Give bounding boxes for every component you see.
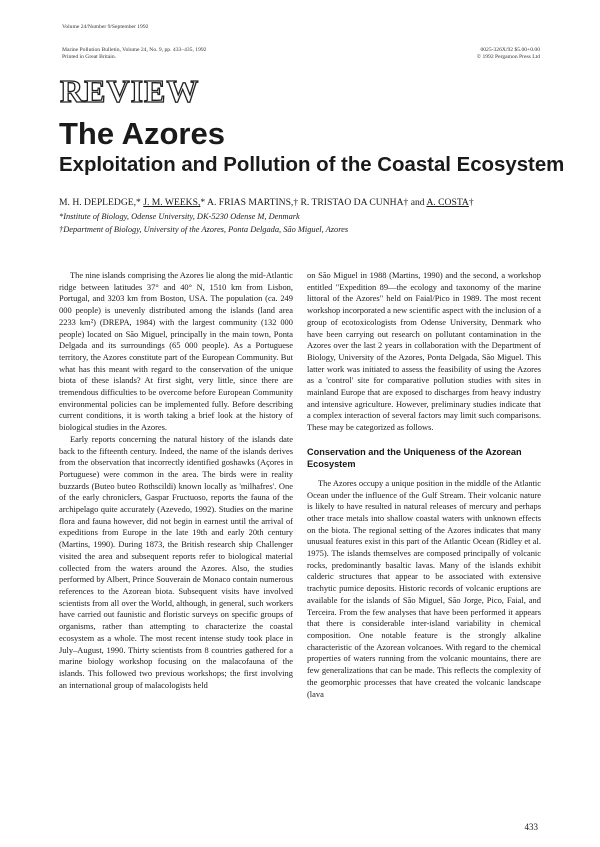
author-list xyxy=(59,197,474,209)
body-paragraph: The Azores occupy a unique position in the middle of the Atlantic Ocean under the influence of the Gulf Stream. Their volcanic nature is likely to have resulted in natural releases of mercury and perhaps other trace metals into shallow coastal waters with unknown effects on the biota. The regional setting of the Azores indicates that many unusual features exist in this part of the Atlantic Ocean (Ridley et al. 1975). The islands themselves are composed principally of volcanic rocks, predominantly basaltic lavas. Many of the islands exhibit calderic structures that appear to be associated with extensive trachytic pumice deposits. Historic records of volcanic eruptions are available for the islands of São Miguel, São Jorge, Pico, Faial, and Terceira. From the few analyses that have been performed it appears that there is considerable inter-island variability in chemical composition. One notable feature is the strongly alkaline characteristic of the Azorean volcanoes. With regard to the chemical properties of waters running from the volcanic mountains, there are few generalizations that can be made. This reflects the complexity of the geomorphic processes that have created the volcanic landscape (lava xyxy=(307,477,541,699)
journal-citation-line: Marine Pollution Bulletin, Volume 24, No. 9, pp. 433–435, 1992 xyxy=(62,47,207,53)
author-link[interactable]: A. COSTA xyxy=(426,197,469,208)
page-number: 433 xyxy=(524,822,538,832)
issn-line: 0025-326X/92 $5.00+0.00 xyxy=(480,47,540,53)
affiliation-1: *Institute of Biology, Odense University, DK-5230 Odense M, Denmark xyxy=(59,212,300,221)
page-title: The Azores xyxy=(59,116,225,151)
affiliation-2: †Department of Biology, University of the Azores, Ponta Delgada, São Miguel, Azores xyxy=(59,225,349,234)
author: M. H. DEPLEDGE,* xyxy=(59,197,144,208)
left-column xyxy=(59,270,293,691)
author-mark: † xyxy=(468,197,474,208)
review-tag: REVIEW xyxy=(60,73,200,109)
page-subtitle: Exploitation and Pollution of the Coastal Ecosystem xyxy=(59,154,565,176)
right-column xyxy=(307,270,541,700)
volume-line: Volume 24/Number 9/September 1992 xyxy=(62,24,149,30)
section-heading: Conservation and the Uniqueness of the Azorean Ecosystem xyxy=(307,446,522,469)
body-paragraph: Early reports concerning the natural history of the islands date back to the fifteenth century. Indeed, the name of the islands derives from the observation that incorrectly identified goshawks (Açores in Portuguese) were common in the area. The birds were in reality buzzards (Buteo buteo Rothscildi) known locally as 'milhafres'. One of the early chroniclers, Gaspar Fructuoso, reports the fauna of the archipelago quite accurately (Azevedo, 1992). Studies on the marine flora and fauna however, did not begin in earnest until the arrival of expeditions from Europe in the late 19th and early 20th century (Martins, 1990). During 1873, the British research ship Challenger visited the area and subsequent reports refer to biological material collected from the waters around the Azores. Also, the studies performed by Albert, Prince Souverain de Monaco contain numerous references to the Azorean biota. Subsequent visits have involved scientists from all over the World, although, in general, such workers have carried out faunistic and floristic surveys on specific groups of organisms, rather than attempting to characterize the coastal ecosystem as a whole. The most recent intense study took place in July–August, 1990. Thirty scientists from 8 countries gathered for a marine biology workshop focusing on the malacofauna of the islands. This followed two previous workshops; the first involving an international group of malacologists held xyxy=(59,433,293,690)
body-paragraph: on São Miguel in 1988 (Martins, 1990) and the second, a workshop entitled "Expedition 89—the ecology and taxonomy of the marine littoral of the Azores" held on Faial/Pico in 1989. The most recent workshop incorporated a new scientific aspect with the inclusion of a group of ecotoxicologists from Odense University, Denmark who have been carrying out research on pollutant contamination in the Azores over the last 2 years in collaboration with the Department of Biology, University of the Azores, Ponta Delgada, São Miguel. This latter work was initiated to assess the feasibility of using the Azores as a 'control' site for comparative pollution studies with sites in mainland Europe that are exposed to discharges from heavy industry and intensive agriculture. However, preliminary studies indicate that a complex interaction of several factors may limit such comparisons. These may be categorized as follows. xyxy=(307,270,541,433)
printed-in-line: Printed in Great Britain. xyxy=(62,54,117,60)
author: * A. FRIAS MARTINS,† R. TRISTAO DA CUNHA† and xyxy=(200,197,427,208)
copyright-line: © 1992 Pergamon Press Ltd xyxy=(476,54,540,60)
author-link[interactable]: J. M. WEEKS, xyxy=(143,197,201,208)
body-paragraph: The nine islands comprising the Azores lie along the mid-Atlantic ridge between latitudes 37° and 40° N, 1510 km from Lisbon, Portugal, and 3203 km from Boston, USA. The population (ca. 249 000 people) is unevenly distributed among the islands (land area 2233 km²) (DREPA, 1984) with the largest community (132 000 people) located on São Miguel, principally in the main town, Ponta Delgada and its surroundings (65 000 people). As a Portuguese territory, the Azores constitute part of the European Community. But what has this meant with regard to the conservation of the unique biota of these islands? At first sight, very little, since there are tremendous difficulties to be overcome before European Community environmental policies can be implemented fully. Before describing current conditions, it is worth taking a brief look at the history of biological studies in the Azores. xyxy=(59,270,293,433)
